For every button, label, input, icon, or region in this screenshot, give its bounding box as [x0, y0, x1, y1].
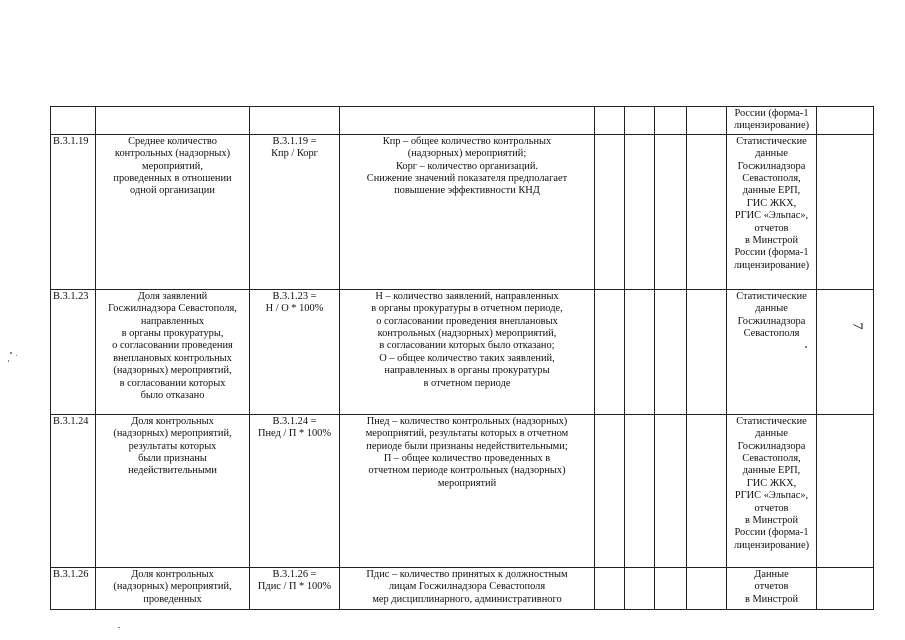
row-name: Доля контрольных (надзорных) мероприятий, результаты которых были признаны недействительными [96, 414, 250, 567]
row-formula [250, 107, 340, 135]
row-code: В.3.1.26 [51, 567, 96, 609]
table-row [51, 134, 874, 289]
empty-cell [655, 414, 687, 567]
empty-cell [817, 289, 874, 414]
row-name: Среднее количество контрольных (надзорных) мероприятий, проведенных в отношении одной организации [96, 134, 250, 289]
row-formula: В.3.1.19 = Кпр / Корг [250, 134, 340, 289]
empty-cell [687, 567, 727, 609]
row-source: Данные отчетов в Минстрой [727, 567, 817, 609]
row-code: В.3.1.19 [51, 134, 96, 289]
row-code: В.3.1.24 [51, 414, 96, 567]
empty-cell [655, 289, 687, 414]
empty-cell [817, 134, 874, 289]
table-row [51, 567, 874, 609]
empty-cell [655, 134, 687, 289]
empty-cell [655, 107, 687, 135]
row-source: Статистические данные Госжилнадзора Севастополя, данные ЕРП, ГИС ЖКХ, РГИС «Эльпас», отчетов в Минстрой России (форма-1 лицензирование) [727, 414, 817, 567]
empty-cell [817, 107, 874, 135]
empty-cell [625, 567, 655, 609]
scan-speck [8, 360, 9, 362]
row-name: Доля контрольных (надзорных) мероприятий, проведенных [96, 567, 250, 609]
page-number: 7 [849, 322, 865, 330]
table-row [51, 289, 874, 414]
row-name: Доля заявлений Госжилнадзора Севастополя, направленных в органы прокуратуры, о согласовании проведения внеплановых контрольных (надзорных) мероприятий, в согласовании которых было отказано [96, 289, 250, 414]
empty-cell [687, 134, 727, 289]
empty-cell [817, 414, 874, 567]
scan-speck [10, 352, 12, 354]
empty-cell [687, 414, 727, 567]
row-code: В.3.1.23 [51, 289, 96, 414]
scan-speck [805, 346, 807, 348]
scan-speck [16, 355, 17, 356]
empty-cell [595, 567, 625, 609]
row-description: Пнед – количество контрольных (надзорных) мероприятий, результаты которых в отчетном периоде были признаны недействительными; П – общее количество проведенных в отчетном периоде контрольных (надзорных) мероприятий [340, 414, 595, 567]
empty-cell [625, 414, 655, 567]
row-formula: В.3.1.26 = Пдис / П * 100% [250, 567, 340, 609]
empty-cell [595, 414, 625, 567]
scan-speck [118, 627, 120, 628]
empty-cell [687, 289, 727, 414]
indicators-table [50, 106, 874, 610]
row-description: Кпр – общее количество контрольных (надзорных) мероприятий; Корг – количество организаций. Снижение значений показателя предполагает повышение эффективности КНД [340, 134, 595, 289]
row-description [340, 107, 595, 135]
row-formula: В.3.1.23 = Н / О * 100% [250, 289, 340, 414]
row-formula: В.3.1.24 = Пнед / П * 100% [250, 414, 340, 567]
row-source: Статистические данные Госжилнадзора Севастополя [727, 289, 817, 414]
row-source: Статистические данные Госжилнадзора Севастополя, данные ЕРП, ГИС ЖКХ, РГИС «Эльпас», отчетов в Минстрой России (форма-1 лицензирование) [727, 134, 817, 289]
empty-cell [687, 107, 727, 135]
row-source: России (форма-1 лицензирование) [727, 107, 817, 135]
row-code [51, 107, 96, 135]
row-description: Пдис – количество принятых к должностным лицам Госжилнадзора Севастополя мер дисциплинарного, административного [340, 567, 595, 609]
empty-cell [625, 107, 655, 135]
empty-cell [595, 289, 625, 414]
empty-cell [625, 134, 655, 289]
table-row [51, 107, 874, 135]
row-description: Н – количество заявлений, направленных в органы прокуратуры в отчетном периоде, о согласовании проведения внеплановых контрольных (надзорных) мероприятий, в согласовании которых было отказано; О – общее количество таких заявлений, направленных в органы прокуратуры в отчетном периоде [340, 289, 595, 414]
empty-cell [625, 289, 655, 414]
empty-cell [817, 567, 874, 609]
empty-cell [595, 107, 625, 135]
empty-cell [595, 134, 625, 289]
table-row [51, 414, 874, 567]
row-name [96, 107, 250, 135]
empty-cell [655, 567, 687, 609]
